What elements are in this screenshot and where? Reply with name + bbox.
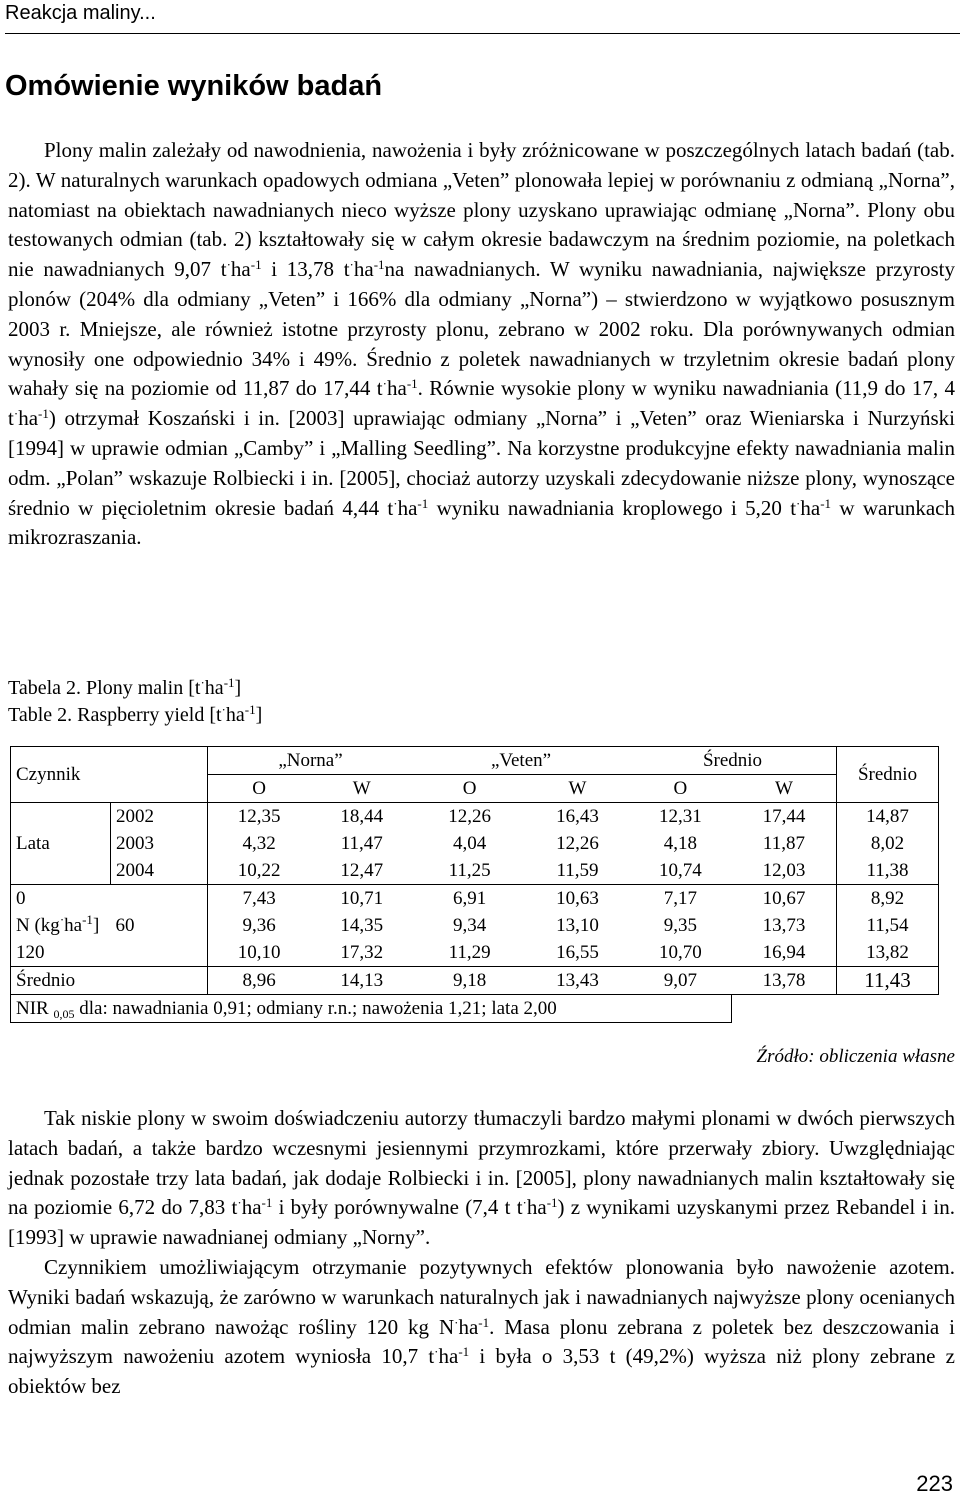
table-caption-pl: Tabela 2. Plony malin $[t^\cdot ha^{-1}]$: [8, 675, 242, 699]
table-cell: 4,04: [452, 832, 487, 854]
table-cell: 11,43: [837, 967, 939, 995]
table-row: [11, 803, 939, 831]
row-sublabel: 2004: [110, 857, 207, 885]
subheader-o: O: [413, 775, 526, 803]
row-label: 120: [11, 939, 111, 967]
table-header-row: [11, 747, 939, 775]
row-label: Lata: [11, 830, 111, 857]
table-cell: 14,13: [310, 967, 413, 995]
table-cell: 12,26: [556, 832, 599, 854]
table-cell: 13,73: [762, 914, 806, 936]
body-continued: [8, 1104, 955, 1402]
table-cell: 9,36: [207, 912, 310, 939]
table-cell: 10,70: [658, 941, 702, 963]
nir-row: [11, 995, 939, 1023]
table-cell: 11,38: [837, 857, 939, 885]
table-cell: 18,44: [310, 803, 413, 831]
table-cell: 10,63: [526, 885, 629, 913]
header-divider: [5, 33, 960, 34]
table-cell: 11,59: [556, 859, 599, 881]
row-sublabel: [110, 885, 207, 913]
table-cell: 16,94: [762, 941, 806, 963]
subheader-w: W: [526, 775, 629, 803]
table-cell: 10,74: [658, 859, 702, 881]
veten-header: „Veten”: [413, 747, 629, 775]
page-number: 223: [916, 1471, 953, 1496]
table-cell: 16,55: [556, 941, 599, 963]
mean-total-header: Średnio: [837, 747, 939, 803]
row-label: [11, 803, 111, 831]
table-cell: 10,71: [310, 885, 413, 913]
paragraph-results-intro: Plony malin zależały od nawodnienia, nawożenia i były zróżnicowane w poszczególnych latach badań (tab. 2). W naturalnych warunkach opadowych odmiana „Veten” plonowała lepiej w porównaniu z odmianą „Norna”, natomiast na obiektach nawadnianych nieco wyższe plony uzyskano uprawiając odmianę „Norna”. Plony obu testowanych odmian (tab. 2) kształtowały się w całym okresie badawczym na średnim poziomie, na poletkach nie nawadnianych 9,07 $t^\cdot ha^{-1}$ i 13,78 $t^\cdot ha^{-1}na$ nawadnianych. W wyniku nawadniania, największe przyrosty plonów (204% dla odmiany „Veten” i 166% dla odmiany „Norna”) – stwierdzono w wyjątkowo posusznym 2003 r. Mniejsze, ale również istotne przyrosty plonu, zebrano w 2002 roku. Dla porównywanych odmian wynosiły one odpowiednio 34% i 49%. Średnio z poletek nawadnianych w trzyletnim okresie badań plony wahały się na poziomie od 11,87 do 17,44 $t^\cdot ha^{-1}$. Równie wysokie plony w wyniku nawadniania (11,9 do 17, 4 $t^\cdot ha^{-1}$) otrzymał Koszański i in. [2003] uprawiając odmiany „Norna” i „Veten” oraz Wieniarska i Nurzyński [1994] w uprawie odmian „Camby” i „Malling Seedling”. Na korzystne produkcyjne efekty nawadniania malin odm. „Polan” wskazuje Rolbiecki i in. [2005], chociaż autorzy uzyskali zdecydowanie niższe plony, wynoszące średnio w pięcioletnim okresie badań 4,44 $t^\cdot ha^{-1}$ wyniku nawadniania kroplowego i 5,20 $t^\cdot ha^{-1}$ w warunkach mikrozraszania.: [8, 138, 955, 550]
table-cell: 17,32: [340, 941, 384, 963]
table-cell: 13,10: [556, 914, 599, 936]
table-cell: 10,10: [207, 939, 310, 967]
paragraph-low-yields: Tak niskie plony w swoim doświadczeniu autorzy tłumaczyli bardzo małymi plonami w dwóch pierwszych latach badań, a także bardzo wczesnymi jesiennymi przymrozkami, które przerwały zbiory. Uwzględniając jednak pozostałe trzy lata badań, jak dodaje Rolbiecki i in. [2005], plony nawadnianych malin kształtowały się na poziomie 6,72 do 7,83 $t^\cdot ha^{-1}$ i były porównywalne (7,4 t $t^\cdot ha^{-1}$) z wynikami uzyskanymi przez Rebandel i in. [1993] w uprawie nawadnianej odmiany „Norny”.: [8, 1106, 955, 1250]
table-cell: 9,07: [629, 967, 732, 995]
table-row: [11, 912, 939, 939]
table-row: [11, 830, 939, 857]
table-cell: 9,34: [452, 914, 487, 936]
subheader-o: O: [629, 775, 732, 803]
table-cell: 11,47: [340, 832, 383, 854]
subheader-w: W: [310, 775, 413, 803]
row-sublabel: [110, 939, 207, 967]
table-row: [11, 857, 939, 885]
subheader-w: W: [732, 775, 837, 803]
table-cell: 11,29: [448, 941, 491, 963]
table-cell: 13,82: [837, 939, 939, 967]
table-cell: 12,35: [207, 803, 310, 831]
running-header: Reakcja maliny...: [5, 2, 156, 24]
table-cell: 11,25: [448, 859, 491, 881]
nir-note: NIR $_{0,05}$ dla: nawadniania 0,91; odmiany r.n.; nawożenia 1,21; lata 2,00: [11, 995, 732, 1023]
subheader-o: O: [207, 775, 310, 803]
yield-table: [10, 746, 939, 1023]
row-sublabel: 2003: [110, 830, 207, 857]
table-cell: 12,26: [413, 803, 526, 831]
table-cell: 7,43: [207, 885, 310, 913]
table-cell: 14,35: [340, 914, 384, 936]
factor-header: Czynnik: [11, 747, 208, 803]
table-cell: 17,44: [732, 803, 837, 831]
table-cell: 9,18: [413, 967, 526, 995]
table-cell: 13,43: [526, 967, 629, 995]
nitrogen-unit-label: N $(kg^\cdot ha^{-1}]$: [11, 912, 111, 939]
mean-header: Średnio: [629, 747, 837, 775]
table-cell: 8,02: [837, 830, 939, 857]
table-cell: 8,96: [207, 967, 310, 995]
row-label: [11, 857, 111, 885]
table-cell: 16,43: [526, 803, 629, 831]
table-cell: 9,35: [663, 914, 697, 936]
table-cell: 11,54: [837, 912, 939, 939]
row-sublabel: 60: [115, 914, 135, 936]
table-cell: 12,03: [762, 859, 806, 881]
table-cell: 8,92: [837, 885, 939, 913]
mean-row-label: Średnio: [11, 967, 208, 995]
norna-header: „Norna”: [207, 747, 413, 775]
table-mean-row: [11, 967, 939, 995]
table-cell: 4,18: [663, 832, 697, 854]
table-cell: 13,78: [732, 967, 837, 995]
table-cell: 12,31: [629, 803, 732, 831]
table-row: [11, 885, 939, 913]
section-title: Omówienie wyników badań: [5, 70, 383, 102]
table-cell: 14,87: [837, 803, 939, 831]
table-cell: 10,67: [732, 885, 837, 913]
table-cell: 6,91: [413, 885, 526, 913]
row-sublabel: 2002: [110, 803, 207, 831]
paragraph-nitrogen: Czynnikiem umożliwiającym otrzymanie pozytywnych efektów plonowania było nawożenie azotem. Wyniki badań wskazują, że zarówno w warunkach naturalnych jak i nawadnianych najwyższe plony ocenianych odmian malin zebrano nawożąc rośliny 120 kg $N^\cdot ha^{-1}$. Masa plonu zebrana z poletek bez deszczowania i najwyższym nawożeniu azotem wyniosła 10,7 $t^\cdot ha^{-1}$ i była o 3,53 t (49,2%) wyższa niż plony zebrane z obiektów bez: [8, 1254, 956, 1399]
table-row: [11, 939, 939, 967]
row-label: 0: [11, 885, 111, 913]
table-cell: 12,47: [340, 859, 384, 881]
table-cell: 10,22: [207, 857, 310, 885]
table-cell: 11,87: [762, 832, 805, 854]
table-source: Źródło: obliczenia własne: [756, 1046, 955, 1067]
table-cell: 4,32: [207, 830, 310, 857]
table-caption-en: Table 2. Raspberry yield $[t^\cdot ha^{-1}]$: [8, 702, 263, 726]
table-cell: 7,17: [629, 885, 732, 913]
